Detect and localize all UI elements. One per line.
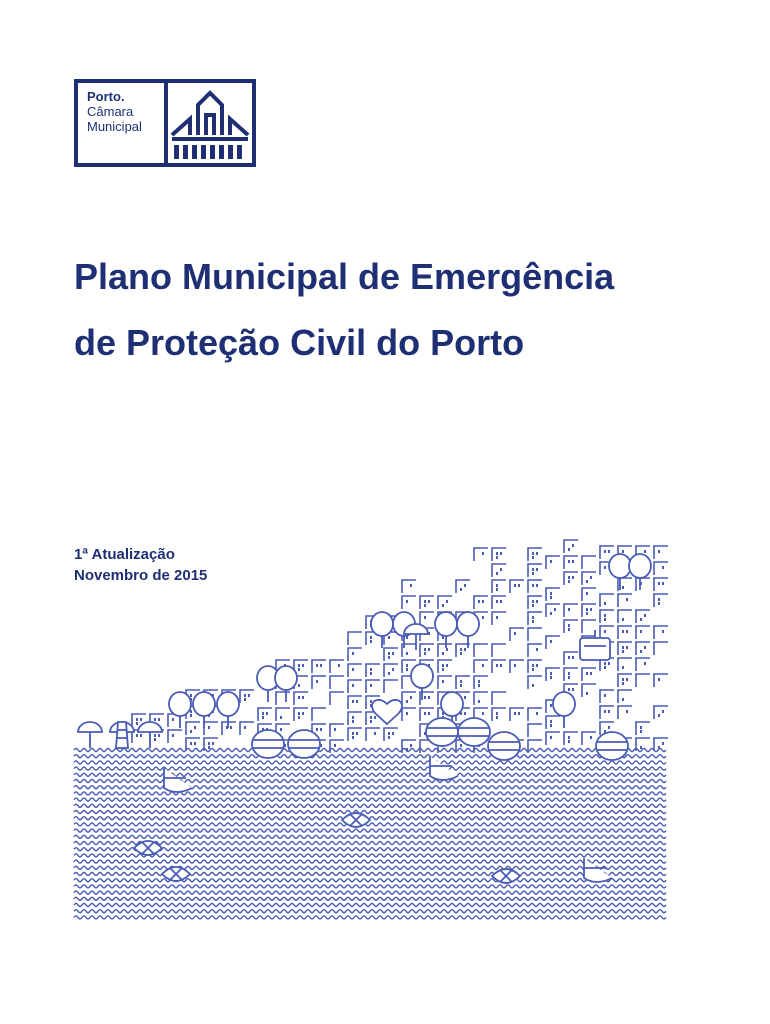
logo-line-municipal: Municipal — [87, 119, 142, 134]
barrel-icon — [252, 730, 284, 758]
barrel-icon — [596, 732, 628, 760]
tree-icon — [435, 612, 457, 648]
lighthouse-icon — [116, 722, 128, 748]
logo-wordmark — [78, 83, 164, 163]
barrel-icon — [458, 718, 490, 746]
logo-line-porto: Porto. — [87, 89, 125, 104]
tree-icon — [629, 554, 651, 590]
wave-pattern — [74, 749, 666, 919]
barrel-icon — [426, 718, 458, 746]
town-hall-icon — [168, 83, 252, 163]
tree-icon — [457, 612, 479, 648]
logo-line-camara: Câmara — [87, 104, 134, 119]
tree-icon — [411, 664, 433, 700]
tree-icon — [553, 692, 575, 728]
edition-date: Novembro de 2015 — [74, 567, 208, 584]
porto-city-illustration — [72, 518, 670, 920]
title-line-2: de Proteção Civil do Porto — [74, 322, 525, 363]
title-line-1: Plano Municipal de Emergência — [74, 256, 615, 297]
barrel-icon — [488, 732, 520, 760]
tree-icon — [371, 612, 393, 648]
tree-icon — [609, 554, 631, 590]
document-title — [74, 244, 714, 376]
update-label: 1ª Atualização — [74, 546, 175, 563]
fish-icon — [492, 869, 520, 883]
barrel-icon — [288, 730, 320, 758]
porto-camara-municipal-logo — [74, 79, 256, 167]
heart-icon — [372, 700, 402, 724]
umbrella-icon — [78, 722, 102, 748]
tram-icon — [580, 630, 610, 660]
